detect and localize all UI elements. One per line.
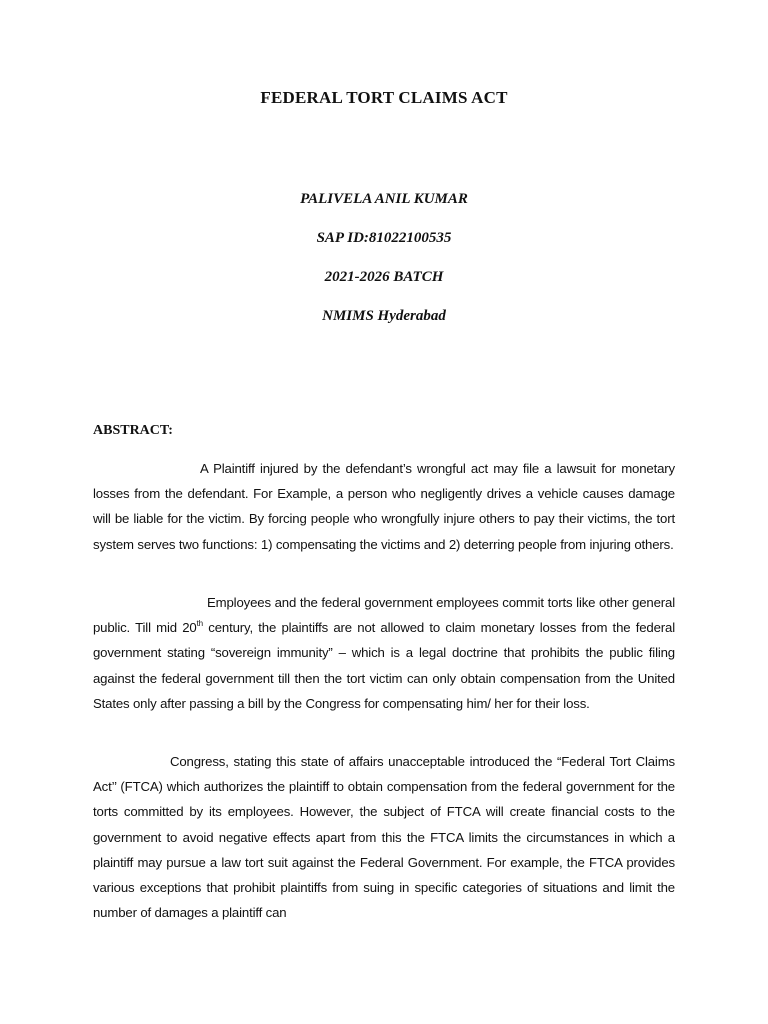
- abstract-paragraph-1: A Plaintiff injured by the defendant’s wrongful act may file a lawsuit for monetary losses from the defendant. For Example, a person who negligently drives a vehicle causes damage will be liable for the victim. By forcing people who wrongfully injure others to pay their victims, the tort system serves two functions: 1) compensating the victims and 2) deterring people from injuring others.: [93, 461, 675, 552]
- sap-id: SAP ID:81022100535: [316, 230, 452, 246]
- abstract-paragraph-3: Congress, stating this state of affairs unacceptable introduced the “Federal Tort Claims Act’’ (FTCA) which authorizes the plaintiff to obtain compensation from the federal government for the torts committed by its employees. However, the subject of FTCA will create financial costs to the government to avoid negative effects apart from this the FTCA limits the circumstances in which a plaintiff may pursue a law tort suit against the Federal Government. For example, the FTCA provides various exceptions that prohibit plaintiffs from suing in specific categories of situations and limit the number of damages a plaintiff can: [93, 754, 675, 921]
- paragraph-2-text-start: Employees and the federal government employees commit torts like other general public. Till mid 20: [93, 595, 675, 636]
- document-title: FEDERAL TORT CLAIMS ACT: [260, 88, 508, 107]
- abstract-paragraph-2: [93, 590, 675, 716]
- batch: 2021-2026 BATCH: [324, 269, 444, 285]
- abstract-heading: ABSTRACT:: [93, 423, 173, 438]
- institution: NMIMS Hyderabad: [322, 308, 446, 324]
- ordinal-superscript: th: [196, 618, 203, 628]
- author-name: PALIVELA ANIL KUMAR: [300, 191, 468, 207]
- paragraph-2-text-end: century, the plaintiffs are not allowed to claim monetary losses from the federal government stating “sovereign immunity” – which is a legal doctrine that prohibits the public filing against the federal government till then the tort victim can only obtain compensation from the United States only after passing a bill by the Congress for compensating him/ her for their loss.: [93, 620, 675, 711]
- author-block: [0, 188, 768, 344]
